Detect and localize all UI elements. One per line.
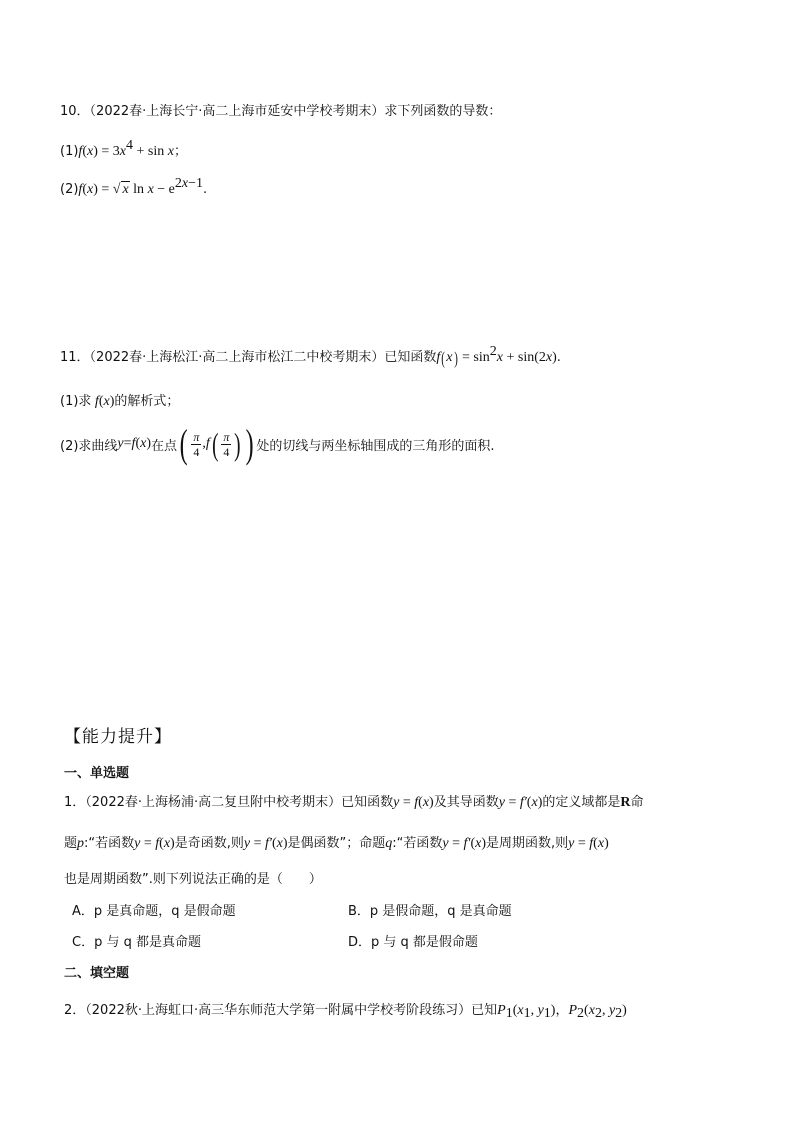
q11-part2: (2)求曲线 y = f ( x ) 在点 ( $\frac{\pi}{4}$ , f ( $\frac{\pi}{4}$ ) ) 处的切线与两坐标轴围成的三角形的面积. [60, 421, 495, 466]
q11-stem: 11．（2022春·上海松江·高二上海市松江二中校考期末）已知函数$f(x) = \sin^2x + \sin(2x)$. [60, 344, 561, 368]
q10-stem: 10．（2022春·上海长宁·高二上海市延安中学校考期末）求下列函数的导数： [60, 104, 502, 119]
left-paren: ( [179, 421, 188, 466]
fill-blank-heading: 二、填空题 [64, 966, 130, 981]
single-choice-heading: 一、单选题 [64, 766, 130, 781]
right-paren: ) [245, 421, 254, 466]
q10-part2: (2)f(x) = √ x $\ln x - e^{2x-1}$. [60, 176, 208, 197]
q1-line1: 1．（2022春·上海杨浦·高二复旦附中校考期末）已知函数y = f(x)及其导函数y = f′(x)的定义域都是R命 [64, 795, 644, 810]
section-title: 【能力提升】 [64, 727, 172, 747]
math-expression: f [78, 144, 83, 159]
q2-line1: 2．（2022秋·上海虹口·高三华东师范大学第一附属中学校考阶段练习）已知$P_1(x_1$, $y_1$)，$P_2(x_2$, $y_2$) [64, 1003, 627, 1021]
option-d[interactable]: D．p 与 q 都是假命题 [348, 935, 478, 950]
q1-line2: 题p:“若函数y = f(x)是奇函数,则y = f′(x)是偶函数”；命题q:“若函数y = f′(x)是周期函数,则y = f(x) [64, 836, 609, 851]
fraction-pi-over-4: $\frac{\pi}{4}$ [193, 429, 200, 459]
q1-line3: 也是周期函数”.则下列说法正确的是（ ） [64, 872, 322, 887]
q11-part1: (1)求 f(x)的解析式； [60, 394, 180, 409]
option-a[interactable]: A．p 是真命题，q 是假命题 [72, 904, 236, 919]
fraction-pi-over-4: $\frac{\pi}{4}$ [223, 429, 230, 459]
sqrt-symbol: x [122, 182, 129, 197]
option-c[interactable]: C．p 与 q 都是真命题 [72, 935, 201, 950]
q10-part1: $(1)f(x) = 3x^4 + \sin x$； [60, 138, 187, 159]
option-b[interactable]: B．p 是假命题，q 是真命题 [348, 904, 512, 919]
